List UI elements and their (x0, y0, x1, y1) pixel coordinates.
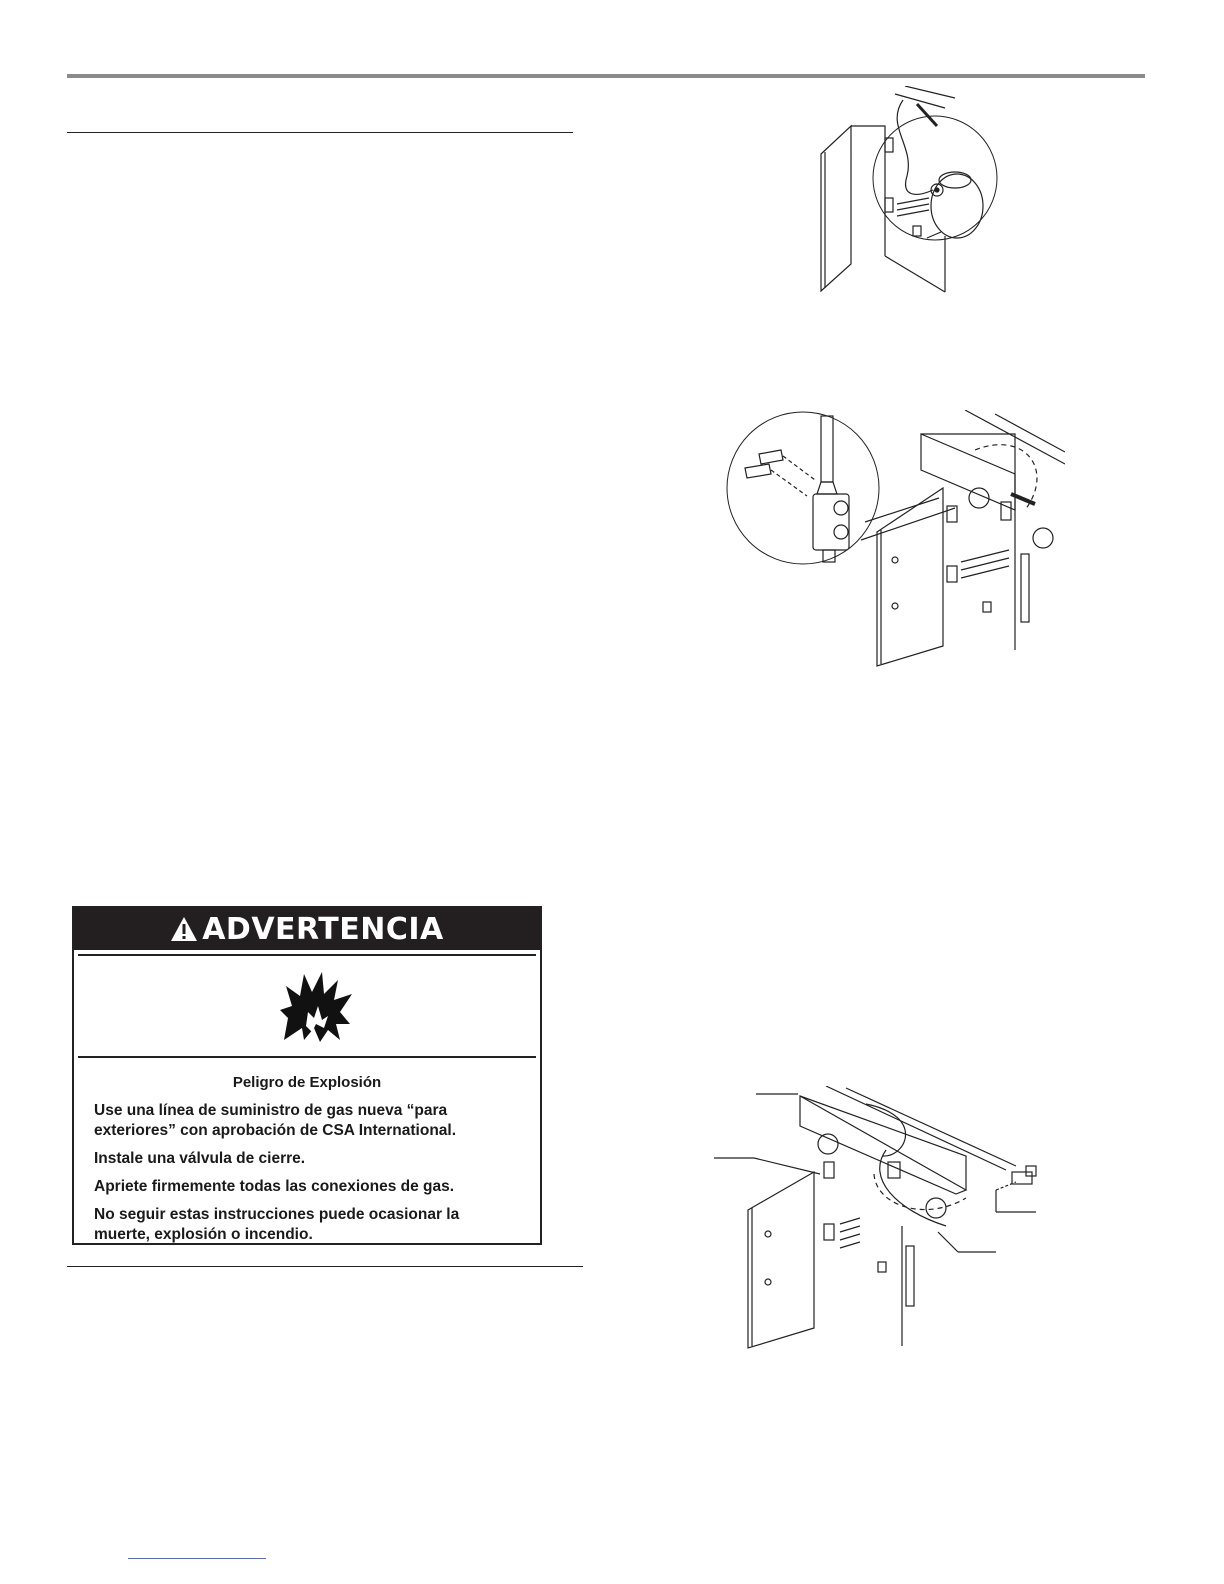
warning-title: ADVERTENCIA (202, 911, 444, 947)
propane-tank-connection-diagram (805, 86, 1015, 296)
warning-box (72, 906, 542, 1245)
warning-header (74, 908, 540, 950)
explosion-icon (276, 966, 356, 1046)
warning-triangle-icon (170, 916, 198, 942)
warning-symbol-area (78, 954, 536, 1058)
warning-line: No seguir estas instrucciones puede ocasionar la muerte, explosión o incendio. (94, 1206, 460, 1243)
warning-body (78, 1060, 536, 1243)
header-rule (67, 74, 1145, 78)
warning-line: Apriete firmemente todas las conexiones de gas. (94, 1178, 455, 1195)
section-rule (67, 132, 573, 133)
warning-line: Instale una válvula de cierre. (94, 1150, 306, 1167)
warning-line: Use una línea de suministro de gas nueva “para exteriores” con aprobación de CSA International. (94, 1102, 457, 1139)
gas-line-connection-diagram (706, 1086, 1046, 1356)
footer-link-underline[interactable] (128, 1558, 266, 1559)
shutoff-valve-mounting-diagram (725, 410, 1065, 680)
section-rule-bottom (67, 1266, 583, 1267)
warning-subtitle: Peligro de Explosión (232, 1074, 382, 1091)
